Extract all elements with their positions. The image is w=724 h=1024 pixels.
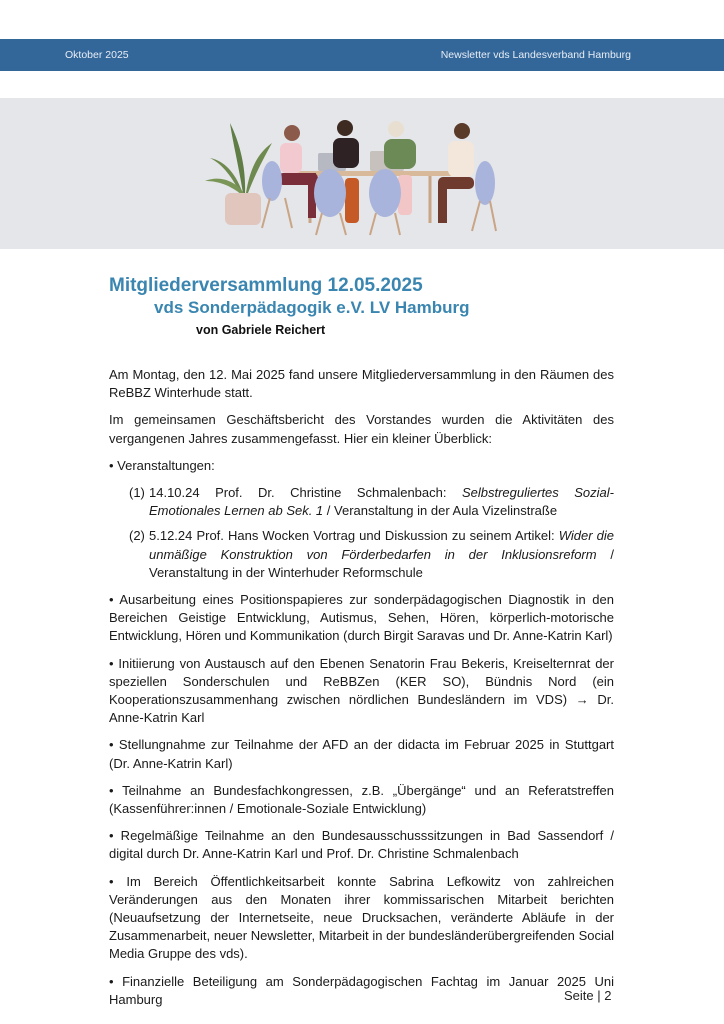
header-newsletter-title: Newsletter vds Landesverband Hamburg xyxy=(440,49,631,61)
bullet-item: • Im Bereich Öffentlichkeitsarbeit konnte Sabrina Lefkowitz von zahlreichen Veränderungen aus den Monaten ihrer kommissarischen Mitarbeit berichten (Neuaufsetzung der Internetseite, neue Drucksachen, veränderte Abläufe in der Zusammenarbeit, neuer Newsletter, Mitarbeit in der bundesländerübergreifenden Social Media Gruppe des vds). xyxy=(109,873,614,962)
bullet-item: • Finanzielle Beteiligung am Sonderpädagogischen Fachtag im Januar 2025 Uni Hamburg xyxy=(109,973,614,1007)
plant-icon xyxy=(205,123,272,225)
event-text: 5.12.24 Prof. Hans Wocken Vortrag und Diskussion zu seinem Artikel: xyxy=(149,528,559,544)
event-title: Wider die unmäßige Konstruktion von Förderbedarfen in der Inklusionsreform xyxy=(149,528,614,562)
bullet-item: • Teilnahme an Bundesfachkongressen, z.B. „Übergänge“ und an Referatstreffen (Kassenführer:innen / Emotionale-Soziale Entwicklung) xyxy=(109,782,614,817)
people-meeting-illustration-icon xyxy=(200,113,500,238)
bullet-item: • Regelmäßige Teilnahme an den Bundesausschusssitzungen in Bad Sassendorf / digital durch Dr. Anne-Katrin Karl und Prof. Dr. Christine Schmalenbach xyxy=(109,828,614,862)
article-subtitle: vds Sonderpädagogik e.V. LV Hamburg xyxy=(154,298,470,317)
bullet-item: • Stellungnahme zur Teilnahme der AFD an der didacta im Februar 2025 in Stuttgart (Dr. Anne-Katrin Karl) xyxy=(109,737,614,771)
intro-paragraph: Am Montag, den 12. Mai 2025 fand unsere Mitgliederversammlung in den Räumen des ReBBZ Winterhude statt. xyxy=(109,367,614,401)
bullet-item: • Initiierung von Austausch auf den Ebenen Senatorin Frau Bekeris, Kreiselternrat der speziellen Sonderschulen und ReBBZen (KER SO), Bündnis Nord (ein Kooperationszusammenhang zwischen nördlichen Bundesländern im VDS) → Dr. Anne-Katrin Karl xyxy=(109,655,614,726)
article-author: von Gabriele Reichert xyxy=(196,323,326,337)
event-text: 14.10.24 Prof. Dr. Christine Schmalenbach: xyxy=(149,485,462,501)
event-location: / Veranstaltung in der Aula Vizelinstraße xyxy=(323,503,558,519)
bullet-item: • Ausarbeitung eines Positionspapieres zur sonderpädagogischen Diagnostik in den Bereichen Geistige Entwicklung, Autismus, Sehen, Hören, körperlich-motorische Entwicklung, Hören und Kommunikation (durch Birgit Saravas und Dr. Anne-Katrin Karl) xyxy=(109,592,614,644)
event-title: Selbstreguliertes Sozial-Emotionales Lernen ab Sek. 1 xyxy=(149,485,614,519)
article-title: Mitgliederversammlung 12.05.2025 xyxy=(109,275,423,296)
event-number: (2) xyxy=(129,528,145,544)
header-date: Oktober 2025 xyxy=(65,49,129,61)
header-bar xyxy=(0,39,724,71)
event-location: / Veranstaltung in der Winterhuder Reformschule xyxy=(149,546,614,580)
events-heading: • Veranstaltungen: xyxy=(109,457,215,473)
event-item xyxy=(109,527,614,582)
page-number: Seite | 2 xyxy=(564,988,612,1003)
article-body xyxy=(109,366,614,1018)
event-item xyxy=(109,484,614,520)
summary-paragraph: Im gemeinsamen Geschäftsbericht des Vorstandes wurden die Aktivitäten des vergangenen Jahres zusammengefasst. Hier ein kleiner Überblick: xyxy=(109,412,614,446)
event-number: (1) xyxy=(129,485,145,501)
